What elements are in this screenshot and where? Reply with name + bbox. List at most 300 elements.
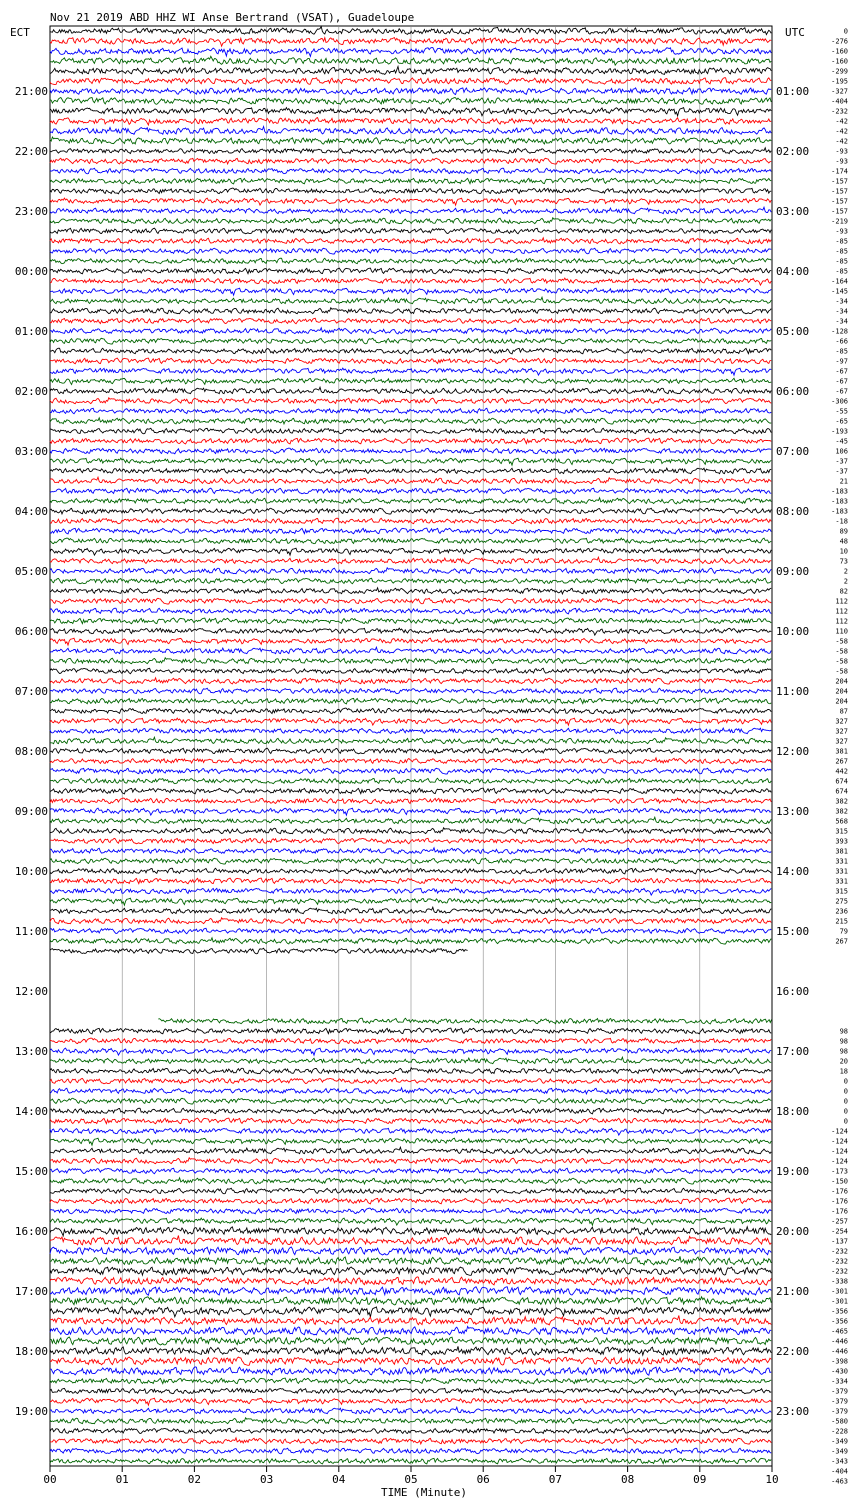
right-hour-label: 20:00: [776, 1225, 810, 1238]
row-offset-label: -356: [831, 1307, 848, 1316]
trace-row-140: [50, 1428, 771, 1434]
row-offset-label: -327: [831, 87, 848, 96]
trace-row-10: [50, 127, 771, 135]
row-offset-label: -228: [831, 1427, 848, 1436]
left-hour-label: 08:00: [14, 745, 48, 758]
trace-row-45: [50, 477, 771, 484]
trace-row-139: [50, 1418, 771, 1424]
trace-row-12: [50, 148, 771, 154]
trace-row-24: [50, 268, 771, 274]
row-offset-label: -430: [831, 1367, 848, 1376]
row-offset-label: -145: [831, 287, 848, 296]
trace-row-122: [50, 1247, 771, 1255]
left-hour-label: 06:00: [14, 625, 48, 638]
row-offset-label: -124: [831, 1147, 848, 1156]
row-offset-label: -398: [831, 1357, 848, 1366]
trace-row-18: [50, 207, 771, 214]
row-offset-label: 0: [843, 1087, 848, 1096]
row-offset-label: -157: [831, 187, 848, 196]
row-offset-label: 381: [835, 747, 848, 756]
row-offset-label: 112: [835, 597, 848, 606]
row-offset-label: -37: [835, 457, 848, 466]
x-axis-label: TIME (Minute): [380, 1486, 468, 1499]
row-offset-label: -85: [835, 257, 848, 266]
row-offset-label: 204: [835, 677, 848, 686]
trace-row-90: [50, 928, 771, 934]
row-offset-label: 2: [843, 567, 848, 576]
trace-row-125: [50, 1277, 771, 1285]
right-hour-label: 09:00: [776, 565, 810, 578]
x-tick-label: 01: [115, 1473, 129, 1486]
trace-row-119: [50, 1218, 771, 1225]
row-offset-label: -93: [835, 227, 848, 236]
row-offset-label: 315: [835, 887, 848, 896]
trace-row-50: [50, 528, 771, 534]
right-hour-label: 17:00: [776, 1045, 810, 1058]
row-offset-label: 82: [839, 587, 848, 596]
trace-row-16: [50, 188, 771, 194]
trace-row-80: [50, 828, 771, 834]
x-tick-label: 09: [693, 1473, 707, 1486]
row-offset-label: -232: [831, 107, 848, 116]
row-offset-label: -183: [831, 487, 848, 496]
row-offset-label: -34: [835, 307, 848, 316]
trace-row-0: [50, 27, 771, 35]
trace-row-6: [50, 88, 771, 95]
row-offset-label: 89: [839, 527, 848, 536]
row-offset-label: -356: [831, 1317, 848, 1326]
trace-row-63: [50, 658, 771, 664]
trace-row-69: [50, 718, 771, 725]
trace-row-51: [50, 538, 771, 544]
right-hour-label: 15:00: [776, 925, 810, 938]
trace-row-101: [50, 1038, 771, 1044]
row-offset-label: 0: [843, 1077, 848, 1086]
trace-row-46: [50, 488, 771, 494]
trace-row-135: [50, 1378, 771, 1384]
row-offset-label: 236: [835, 907, 848, 916]
row-offset-label: -164: [831, 277, 848, 286]
row-offset-label: 215: [835, 917, 848, 926]
left-hour-label: 13:00: [14, 1045, 48, 1058]
trace-row-142: [50, 1448, 771, 1454]
row-offset-label: 204: [835, 687, 848, 696]
row-offset-label: -404: [831, 1467, 848, 1476]
trace-row-28: [50, 308, 771, 314]
row-offset-label: 112: [835, 607, 848, 616]
trace-row-38: [50, 408, 771, 414]
trace-row-41: [50, 438, 771, 444]
trace-row-113: [50, 1158, 771, 1164]
trace-row-138: [50, 1407, 771, 1414]
trace-row-49: [50, 518, 771, 524]
trace-row-61: [50, 638, 771, 645]
trace-row-124: [50, 1267, 771, 1275]
row-offset-label: 0: [843, 1097, 848, 1106]
trace-row-118: [50, 1208, 771, 1214]
left-hour-label: 00:00: [14, 265, 48, 278]
trace-row-30: [50, 328, 771, 334]
row-offset-label: 331: [835, 857, 848, 866]
trace-row-131: [50, 1337, 771, 1345]
trace-row-129: [50, 1316, 771, 1325]
left-hour-label: 19:00: [14, 1405, 48, 1418]
row-offset-label: -58: [835, 637, 848, 646]
row-offset-label: -58: [835, 657, 848, 666]
trace-row-52: [50, 548, 771, 555]
row-offset-label: 393: [835, 837, 848, 846]
trace-row-121: [50, 1236, 771, 1245]
row-offset-label: -85: [835, 347, 848, 356]
row-offset-label: 315: [835, 827, 848, 836]
trace-row-123: [50, 1256, 771, 1265]
chart-title: Nov 21 2019 ABD HHZ WI Anse Bertrand (VSAT), Guadeloupe: [50, 11, 415, 24]
row-offset-label: 331: [835, 867, 848, 876]
x-axis-ticks: [43, 1466, 778, 1486]
row-offset-label: -157: [831, 177, 848, 186]
row-offset-label: -37: [835, 467, 848, 476]
trace-row-7: [50, 98, 771, 105]
x-tick-label: 03: [259, 1473, 274, 1486]
trace-row-106: [50, 1088, 771, 1094]
right-hour-label: 14:00: [776, 865, 810, 878]
row-offset-label: 331: [835, 877, 848, 886]
trace-row-31: [50, 338, 771, 344]
right-hour-label: 08:00: [776, 505, 810, 518]
trace-row-73: [50, 758, 771, 764]
row-offset-label: 98: [839, 1047, 848, 1056]
row-offset-label: 18: [839, 1067, 848, 1076]
right-hour-label: 19:00: [776, 1165, 810, 1178]
trace-row-83: [50, 858, 771, 864]
row-offset-label: -254: [831, 1227, 848, 1236]
trace-row-112: [50, 1147, 771, 1154]
trace-row-74: [50, 768, 771, 774]
trace-row-17: [50, 198, 771, 205]
right-hour-label: 02:00: [776, 145, 810, 158]
row-offset-label: -349: [831, 1437, 848, 1446]
row-offset-label: -338: [831, 1277, 848, 1286]
trace-row-120: [50, 1227, 771, 1236]
left-hour-label: 04:00: [14, 505, 48, 518]
row-offset-label: -379: [831, 1407, 848, 1416]
x-tick-label: 07: [548, 1473, 563, 1486]
row-offset-label: -67: [835, 377, 848, 386]
right-hour-label: 13:00: [776, 805, 810, 818]
row-offset-label: -67: [835, 387, 848, 396]
row-offset-label: 204: [835, 697, 848, 706]
row-offset-label: -65: [835, 417, 848, 426]
row-offset-label: -306: [831, 397, 848, 406]
trace-row-11: [50, 137, 771, 144]
left-hour-label: 15:00: [14, 1165, 48, 1178]
trace-row-19: [50, 218, 771, 224]
row-offset-labels: [831, 28, 848, 1486]
trace-row-72: [50, 748, 771, 754]
left-hour-label: 02:00: [14, 385, 48, 398]
row-offset-label: -34: [835, 297, 848, 306]
trace-row-79: [50, 817, 771, 824]
row-offset-label: 98: [839, 1037, 848, 1046]
trace-row-81: [50, 838, 771, 844]
row-offset-label: -379: [831, 1387, 848, 1396]
row-offset-label: 275: [835, 897, 848, 906]
trace-row-40: [50, 428, 771, 434]
trace-row-47: [50, 498, 771, 504]
trace-row-114: [50, 1168, 771, 1174]
row-offset-label: 382: [835, 797, 848, 806]
trace-row-92: [50, 948, 468, 954]
left-hour-label: 09:00: [14, 805, 48, 818]
x-tick-label: 10: [765, 1473, 779, 1486]
left-hour-label: 11:00: [14, 925, 48, 938]
trace-row-109: [50, 1118, 771, 1124]
row-offset-label: -232: [831, 1267, 848, 1276]
trace-row-36: [50, 387, 771, 394]
row-offset-label: 0: [843, 1117, 848, 1126]
row-offset-label: -463: [831, 1477, 848, 1486]
trace-row-136: [50, 1388, 771, 1395]
row-offset-label: -128: [831, 327, 848, 336]
trace-row-35: [50, 378, 771, 384]
right-hour-label: 12:00: [776, 745, 810, 758]
row-offset-label: -150: [831, 1177, 848, 1186]
row-offset-label: -45: [835, 437, 848, 446]
right-hour-label: 21:00: [776, 1285, 810, 1298]
trace-row-33: [50, 358, 771, 364]
left-hour-label: 10:00: [14, 865, 48, 878]
left-hour-label: 22:00: [14, 145, 48, 158]
row-offset-label: 327: [835, 727, 848, 736]
row-offset-label: -301: [831, 1287, 848, 1296]
trace-row-8: [50, 108, 771, 116]
trace-row-100: [50, 1028, 771, 1034]
row-offset-label: -124: [831, 1157, 848, 1166]
row-offset-label: 568: [835, 817, 848, 826]
trace-row-32: [50, 348, 771, 354]
trace-row-59: [50, 618, 771, 624]
row-offset-label: 79: [839, 927, 848, 936]
trace-row-26: [50, 288, 771, 295]
trace-row-107: [50, 1098, 771, 1104]
row-offset-label: -176: [831, 1187, 848, 1196]
trace-row-134: [50, 1367, 771, 1375]
row-offset-label: -58: [835, 667, 848, 676]
trace-row-102: [50, 1048, 771, 1055]
row-offset-label: 10: [839, 547, 848, 556]
row-offset-label: -42: [835, 117, 848, 126]
row-offset-label: -257: [831, 1217, 848, 1226]
trace-row-127: [50, 1297, 771, 1305]
x-tick-label: 05: [404, 1473, 418, 1486]
trace-row-27: [50, 297, 771, 304]
row-offset-label: 327: [835, 717, 848, 726]
trace-row-62: [50, 647, 771, 654]
trace-row-87: [50, 898, 771, 905]
right-hour-label: 03:00: [776, 205, 810, 218]
trace-row-78: [50, 808, 771, 815]
trace-row-70: [50, 728, 771, 734]
row-offset-label: -349: [831, 1447, 848, 1456]
row-offset-label: -93: [835, 157, 848, 166]
trace-row-9: [50, 118, 771, 125]
trace-row-132: [50, 1346, 771, 1355]
row-offset-label: -85: [835, 237, 848, 246]
trace-row-42: [50, 448, 771, 454]
trace-row-128: [50, 1307, 771, 1317]
row-offset-label: -97: [835, 357, 848, 366]
trace-row-117: [50, 1198, 771, 1204]
right-hour-label: 18:00: [776, 1105, 810, 1118]
trace-row-29: [50, 318, 771, 324]
trace-row-20: [50, 228, 771, 234]
trace-row-105: [50, 1078, 771, 1084]
row-offset-label: -219: [831, 217, 848, 226]
trace-row-85: [50, 878, 771, 884]
trace-row-2: [50, 48, 771, 57]
trace-row-25: [50, 278, 771, 285]
trace-row-126: [50, 1287, 771, 1295]
row-offset-label: -176: [831, 1197, 848, 1206]
trace-row-116: [50, 1188, 771, 1194]
row-offset-label: -160: [831, 57, 848, 66]
x-tick-label: 04: [332, 1473, 346, 1486]
row-offset-label: 267: [835, 757, 848, 766]
trace-row-15: [50, 178, 771, 184]
trace-row-13: [50, 158, 771, 164]
trace-row-60: [50, 628, 771, 635]
row-offset-label: -124: [831, 1137, 848, 1146]
row-offset-label: -173: [831, 1167, 848, 1176]
row-offset-label: -58: [835, 647, 848, 656]
trace-row-86: [50, 888, 771, 895]
trace-row-21: [50, 238, 771, 244]
trace-row-84: [50, 868, 771, 874]
trace-row-137: [50, 1398, 771, 1405]
left-hour-label: 05:00: [14, 565, 48, 578]
row-offset-label: -18: [835, 517, 848, 526]
right-axis-title: UTC: [785, 26, 805, 39]
row-offset-label: -67: [835, 367, 848, 376]
row-offset-label: -66: [835, 337, 848, 346]
right-hour-label: 06:00: [776, 385, 810, 398]
row-offset-label: -195: [831, 77, 848, 86]
row-offset-label: -137: [831, 1237, 848, 1246]
trace-row-48: [50, 508, 771, 514]
row-offset-label: -93: [835, 147, 848, 156]
trace-row-66: [50, 688, 771, 694]
row-offset-label: -193: [831, 427, 848, 436]
trace-row-64: [50, 668, 771, 674]
trace-row-89: [50, 918, 771, 924]
trace-row-130: [50, 1326, 771, 1335]
right-hour-label: 22:00: [776, 1345, 810, 1358]
x-tick-label: 02: [187, 1473, 202, 1486]
row-offset-label: -301: [831, 1297, 848, 1306]
trace-row-133: [50, 1357, 771, 1365]
trace-row-57: [50, 598, 771, 604]
row-offset-label: -580: [831, 1417, 848, 1426]
row-offset-label: 87: [839, 707, 848, 716]
trace-row-76: [50, 788, 771, 794]
row-offset-label: -157: [831, 207, 848, 216]
row-offset-label: -276: [831, 37, 848, 46]
trace-row-115: [50, 1178, 771, 1184]
trace-row-104: [50, 1068, 771, 1074]
row-offset-label: -183: [831, 497, 848, 506]
left-hour-label: 01:00: [14, 325, 48, 338]
trace-row-3: [50, 56, 771, 65]
row-offset-label: -42: [835, 137, 848, 146]
trace-row-71: [50, 737, 771, 744]
trace-row-5: [50, 78, 771, 85]
row-offset-label: 381: [835, 847, 848, 856]
trace-row-143: [50, 1458, 771, 1464]
row-offset-label: -85: [835, 267, 848, 276]
row-offset-label: -124: [831, 1127, 848, 1136]
trace-row-88: [50, 907, 771, 914]
trace-row-1: [50, 38, 771, 47]
row-offset-label: -334: [831, 1377, 848, 1386]
row-offset-label: -85: [835, 247, 848, 256]
right-hour-label: 11:00: [776, 685, 810, 698]
trace-row-108: [50, 1108, 771, 1114]
left-hour-label: 18:00: [14, 1345, 48, 1358]
left-hour-label: 17:00: [14, 1285, 48, 1298]
row-offset-label: 73: [839, 557, 848, 566]
trace-row-111: [50, 1138, 771, 1145]
left-axis-title: ECT: [10, 26, 30, 39]
row-offset-label: -379: [831, 1397, 848, 1406]
left-hour-label: 12:00: [14, 985, 48, 998]
right-hour-label: 07:00: [776, 445, 810, 458]
right-hour-label: 23:00: [776, 1405, 810, 1418]
trace-row-4: [50, 67, 771, 75]
row-offset-label: -34: [835, 317, 848, 326]
left-hour-labels: [15, 85, 48, 1418]
row-offset-label: -183: [831, 507, 848, 516]
trace-row-23: [50, 258, 771, 264]
row-offset-label: 110: [835, 627, 848, 636]
row-offset-label: 674: [835, 787, 848, 796]
trace-row-58: [50, 608, 771, 614]
row-offset-label: -55: [835, 407, 848, 416]
trace-row-37: [50, 398, 771, 404]
row-offset-label: 0: [843, 27, 848, 36]
trace-row-110: [50, 1128, 771, 1135]
row-offset-label: -299: [831, 67, 848, 76]
right-hour-label: 05:00: [776, 325, 810, 338]
trace-row-43: [50, 458, 771, 465]
right-hour-labels: [776, 85, 809, 1418]
row-offset-label: -343: [831, 1457, 848, 1466]
trace-row-68: [50, 708, 771, 714]
left-hour-label: 07:00: [14, 685, 48, 698]
row-offset-label: 48: [839, 537, 848, 546]
trace-row-39: [50, 418, 771, 424]
row-offset-label: 382: [835, 807, 848, 816]
row-offset-label: -446: [831, 1347, 848, 1356]
row-offset-label: -176: [831, 1207, 848, 1216]
trace-row-99: [158, 1018, 771, 1024]
row-offset-label: 327: [835, 737, 848, 746]
trace-row-34: [50, 368, 771, 375]
row-offset-label: -174: [831, 167, 848, 176]
row-offset-label: -404: [831, 97, 848, 106]
row-offset-label: 267: [835, 937, 848, 946]
left-hour-label: 23:00: [14, 205, 48, 218]
trace-row-56: [50, 588, 771, 594]
